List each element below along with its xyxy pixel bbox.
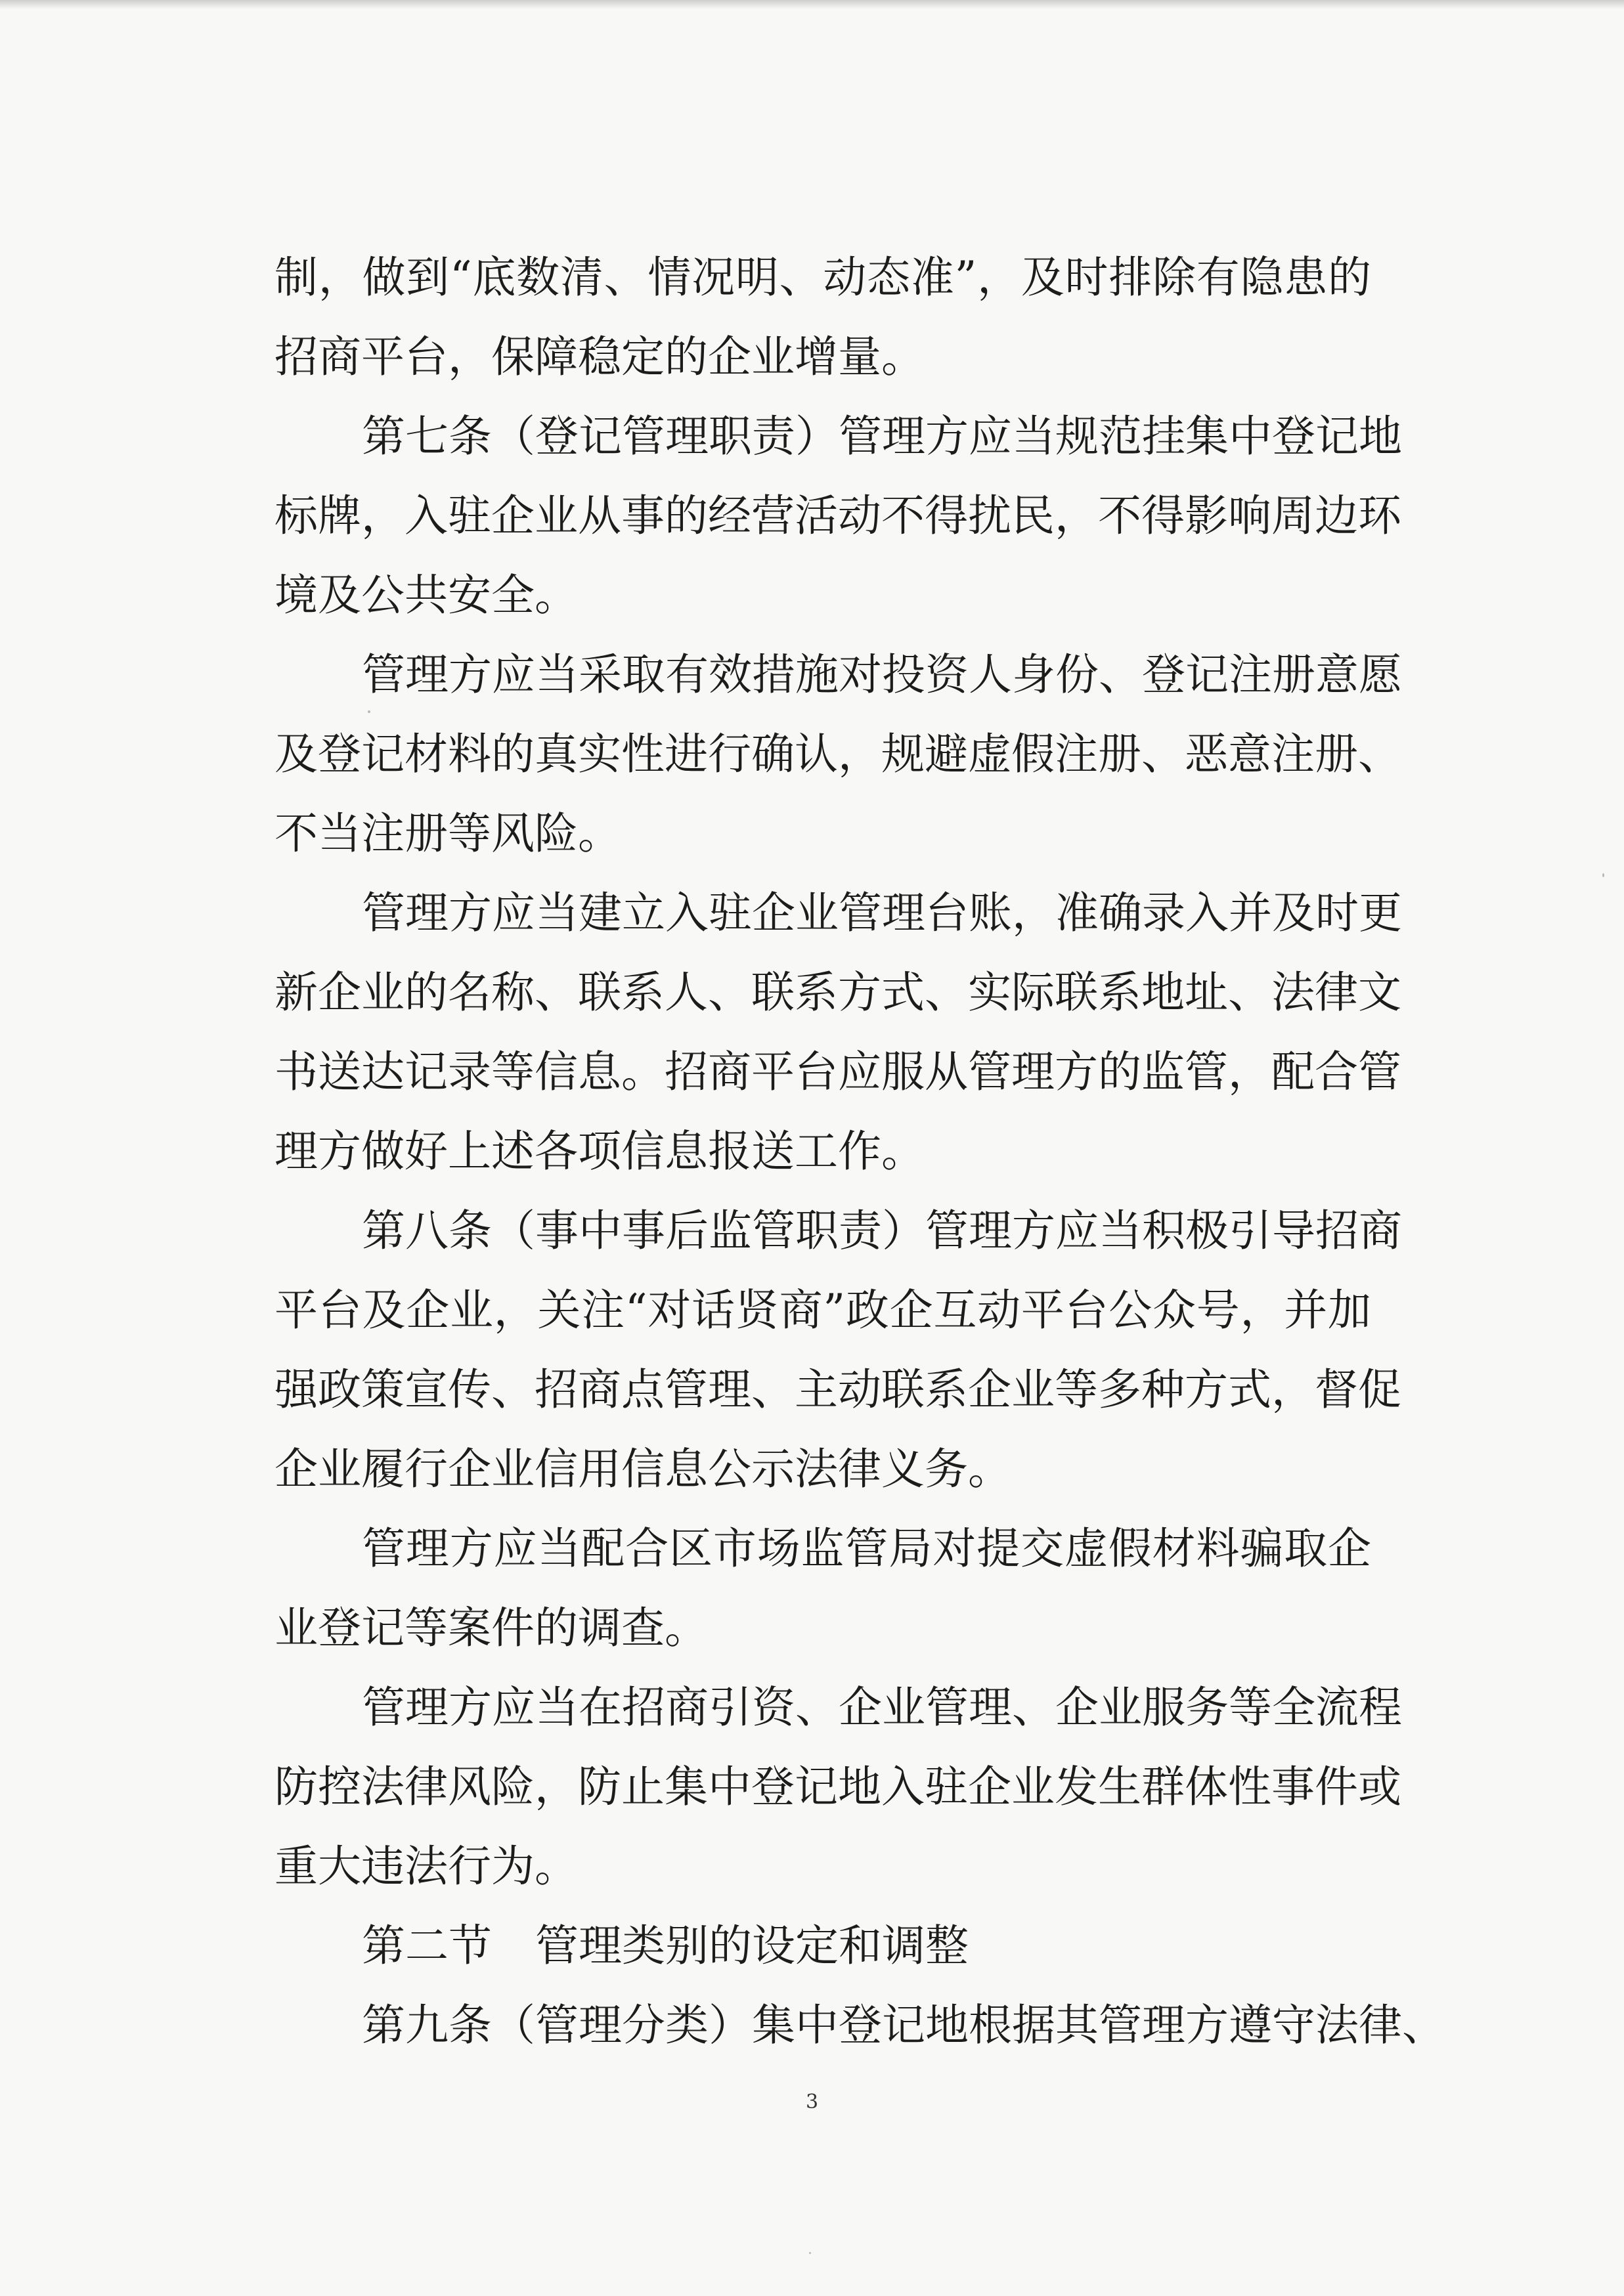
scan-speck	[1602, 873, 1604, 877]
text-line: 第八条（事中事后监管职责）管理方应当积极引导招商	[362, 1205, 1402, 1256]
text-line: 业登记等案件的调查。	[274, 1603, 708, 1653]
text-line: 防控法律风险，防止集中登记地入驻企业发生群体性事件或	[274, 1762, 1401, 1812]
text-line: 企业履行企业信用信息公示法律义务。	[274, 1444, 1011, 1494]
text-line: 不当注册等风险。	[274, 808, 621, 859]
text-line: 第七条（登记管理职责）管理方应当规范挂集中登记地	[362, 411, 1402, 462]
text-line: 境及公共安全。	[274, 570, 578, 620]
body-text	[274, 238, 1445, 2065]
text-line: 理方做好上述各项信息报送工作。	[274, 1126, 925, 1177]
text-line: 及登记材料的真实性进行确认，规避虚假注册、恶意注册、	[274, 729, 1401, 779]
text-line: 管理方应当采取有效措施对投资人身份、登记注册意愿	[362, 649, 1402, 700]
text-line: 第九条（管理分类）集中登记地根据其管理方遵守法律、	[362, 2000, 1445, 2050]
section-heading: 第二节 管理类别的设定和调整	[362, 1920, 969, 1971]
scan-speck	[368, 710, 370, 713]
scan-speck	[809, 2252, 811, 2254]
text-line: 管理方应当建立入驻企业管理台账，准确录入并及时更	[362, 888, 1402, 938]
text-line: 标牌，入驻企业从事的经营活动不得扰民，不得影响周边环	[274, 490, 1401, 541]
scan-top-edge	[0, 0, 1624, 9]
text-line: 招商平台，保障稳定的企业增量。	[274, 332, 925, 382]
text-line: 管理方应当在招商引资、企业管理、企业服务等全流程	[362, 1682, 1402, 1733]
page-number: 3	[805, 2090, 819, 2113]
text-line: 强政策宣传、招商点管理、主动联系企业等多种方式，督促	[274, 1364, 1401, 1415]
text-line: 重大违法行为。	[274, 1841, 578, 1892]
text-line: 书送达记录等信息。招商平台应服从管理方的监管，配合管	[274, 1047, 1401, 1097]
text-line: 管理方应当配合区市场监管局对提交虚假材料骗取企	[362, 1523, 1371, 1574]
text-line: 平台及企业，关注“对话贤商”政企互动平台公众号，并加	[274, 1285, 1371, 1335]
text-line: 制，做到“底数清、情况明、动态准”，及时排除有隐患的	[274, 252, 1371, 303]
text-line: 新企业的名称、联系人、联系方式、实际联系地址、法律文	[274, 967, 1401, 1018]
